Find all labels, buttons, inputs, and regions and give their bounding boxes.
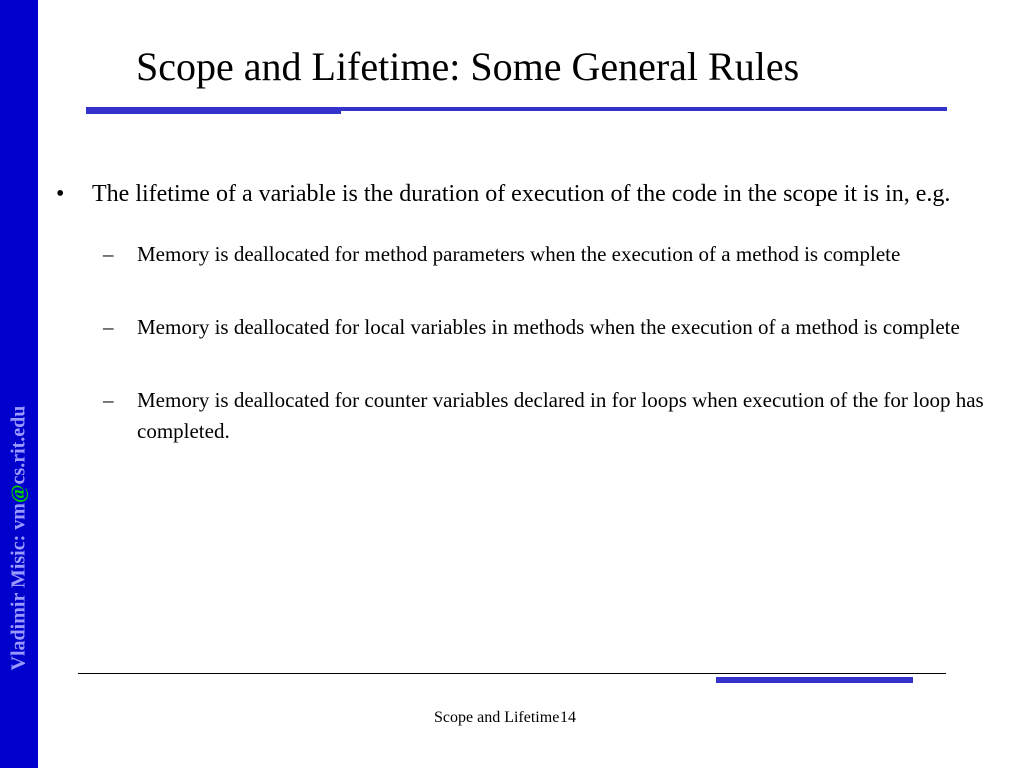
title-underline-thick xyxy=(86,107,341,114)
page-number: 14 xyxy=(560,709,576,726)
sub-bullet-item xyxy=(56,312,986,343)
sub-bullet-text: Memory is deallocated for method parameters when the execution of a method is complete xyxy=(137,242,901,266)
slide-body xyxy=(56,178,986,489)
footer-accent-bar xyxy=(716,677,913,683)
author-name: Vladimir Misic: vm xyxy=(7,503,30,671)
bullet-text: The lifetime of a variable is the duration of execution of the code in the scope it is in, e.g. xyxy=(92,181,951,207)
bullet-item xyxy=(56,178,986,211)
sub-bullet-marker: – xyxy=(103,315,114,339)
sub-bullet-marker: – xyxy=(103,242,114,266)
sidebar-band xyxy=(0,0,38,768)
sub-bullet-item xyxy=(56,385,986,447)
sub-bullet-item xyxy=(56,239,986,270)
footer-divider xyxy=(78,673,946,674)
sub-bullet-text: Memory is deallocated for counter variables declared in for loops when execution of the for loop has completed. xyxy=(137,388,984,443)
author-credit xyxy=(8,406,31,671)
sub-bullet-marker: – xyxy=(103,388,114,412)
title-underline-thin xyxy=(340,107,947,111)
author-at-sign: @ xyxy=(7,484,30,504)
sub-bullet-text: Memory is deallocated for local variables in methods when the execution of a method is complete xyxy=(137,315,960,339)
bullet-marker: • xyxy=(56,181,65,207)
author-domain: cs.rit.edu xyxy=(7,405,30,485)
slide-title: Scope and Lifetime: Some General Rules xyxy=(136,44,800,89)
footer-label: Scope and Lifetime xyxy=(434,709,560,726)
